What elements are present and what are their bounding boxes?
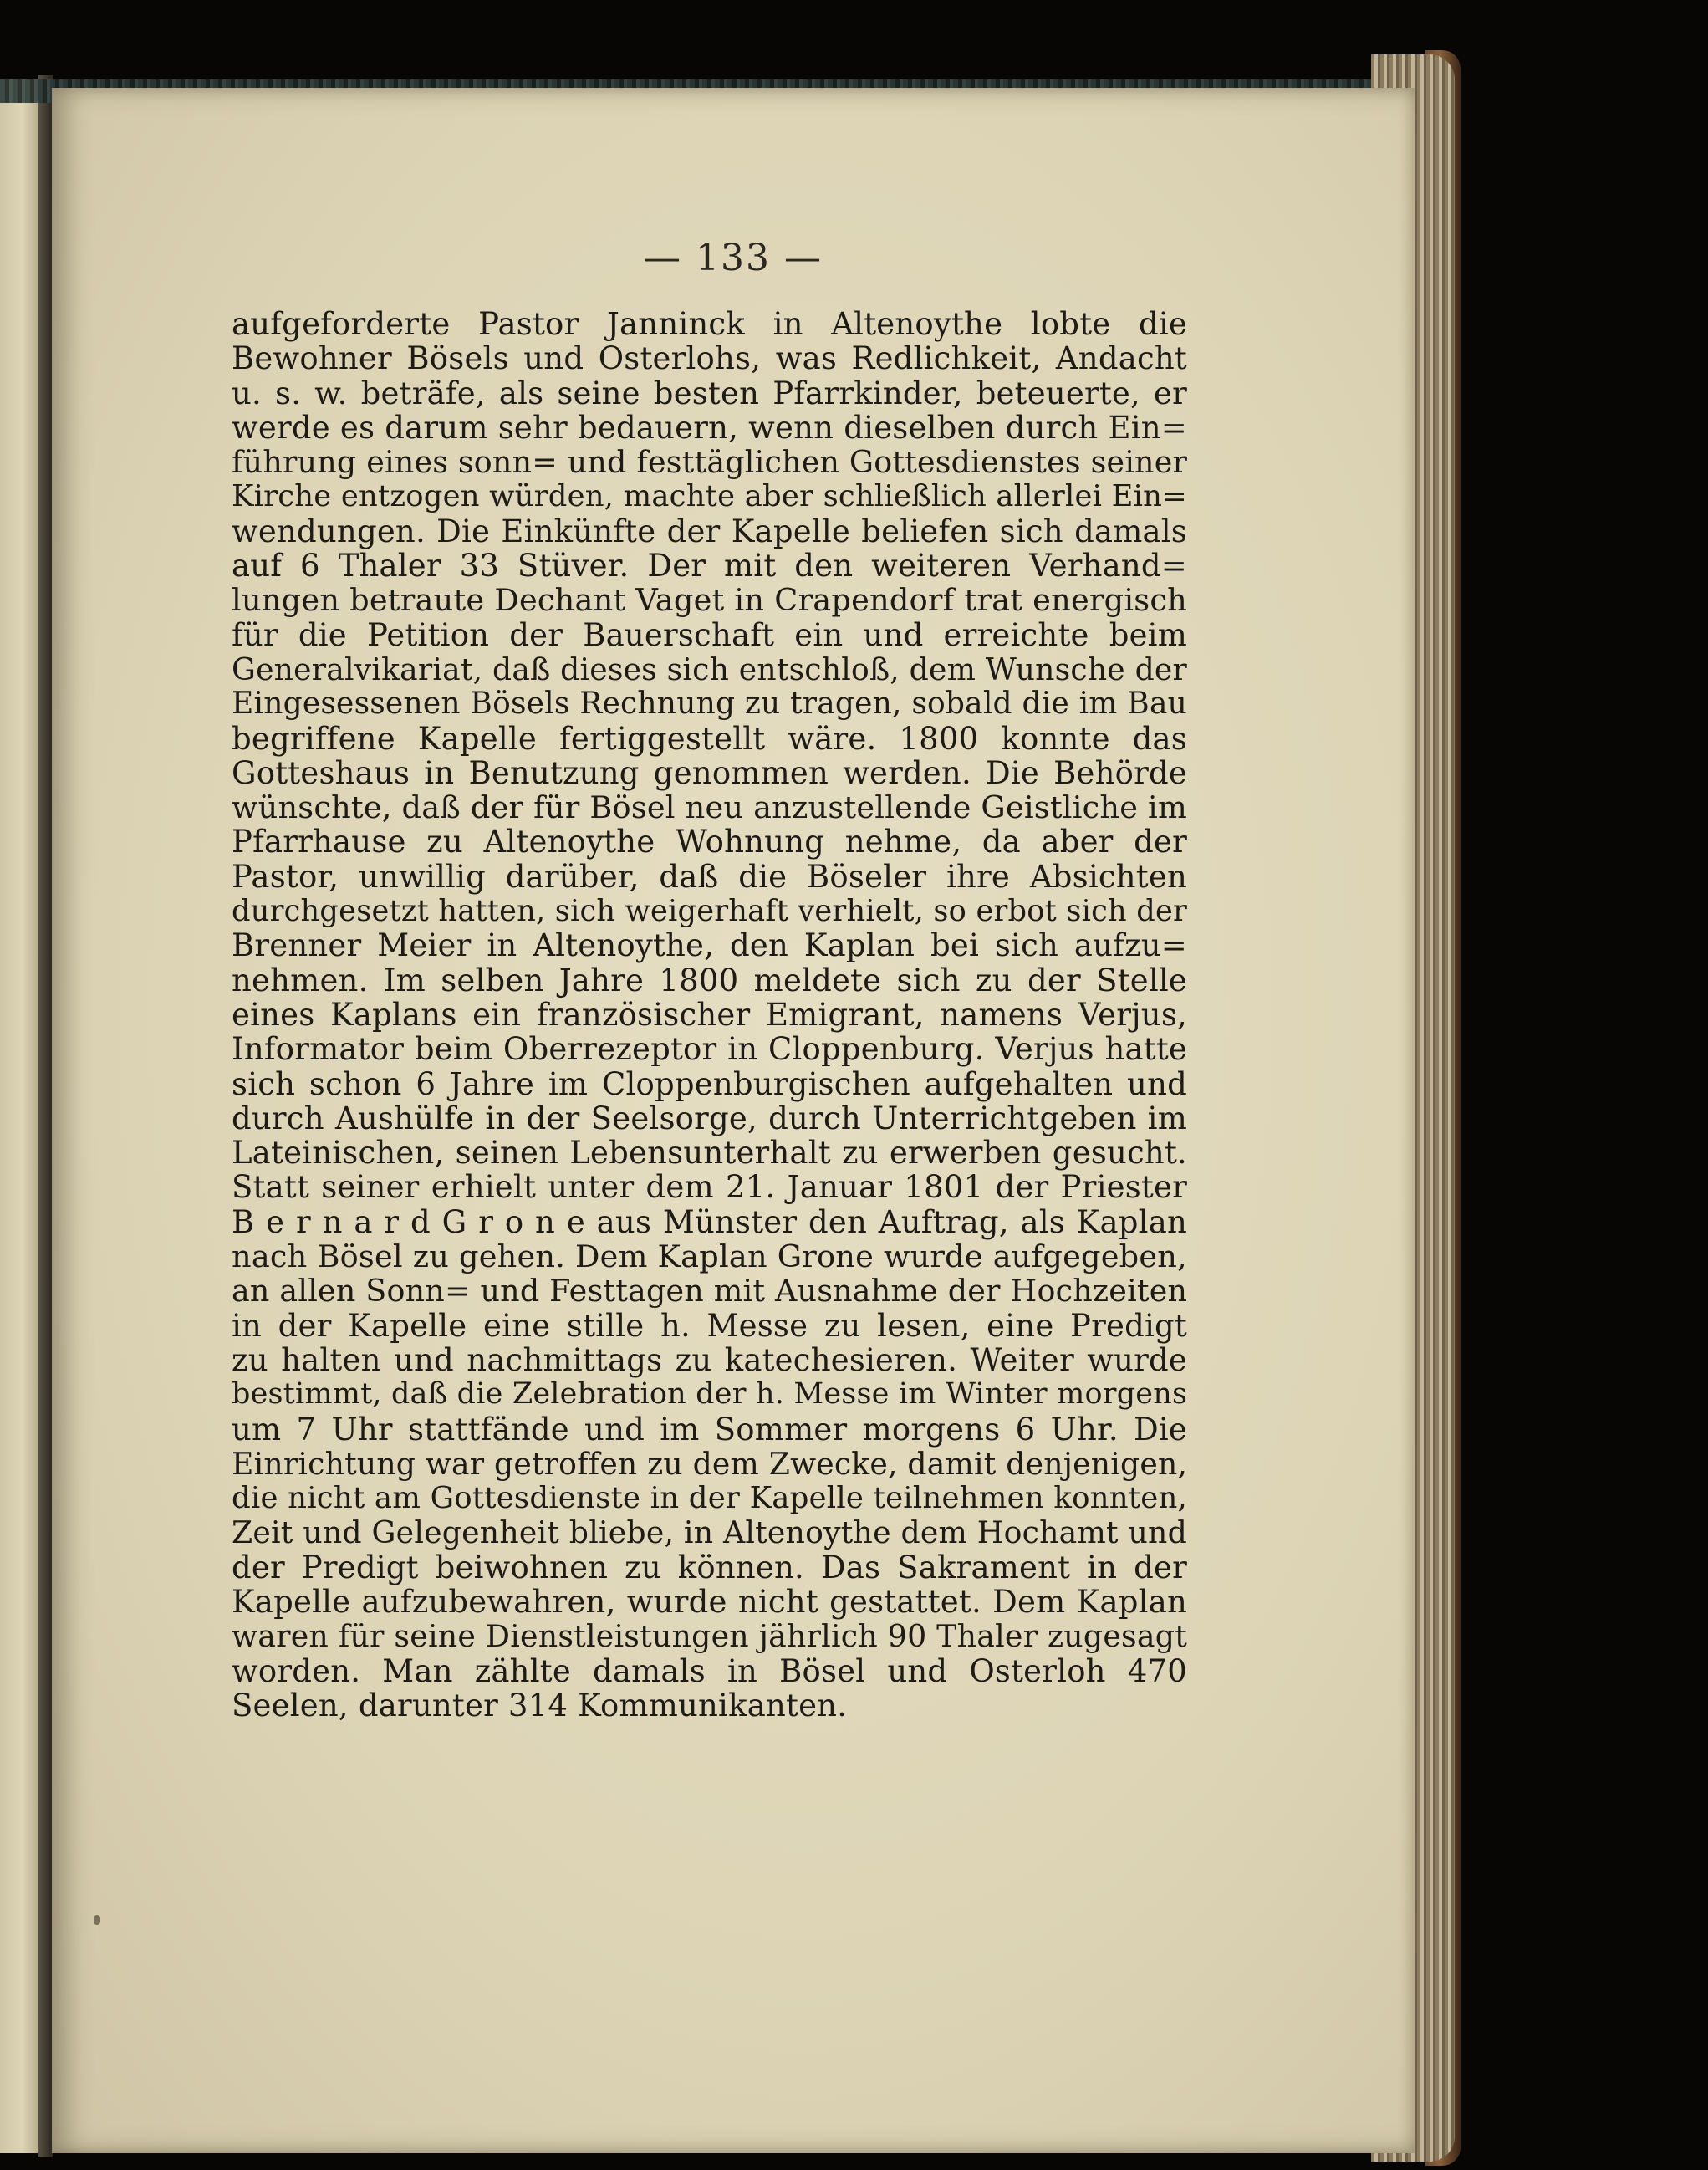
text-line: Statt seiner erhielt unter dem 21. Januar 1801 der Priester: [232, 1169, 1187, 1206]
text-line: Brenner Meier in Altenoythe, den Kaplan bei sich aufzu=: [232, 927, 1187, 964]
text-line: in der Kapelle eine stille h. Messe zu lesen, eine Predigt: [232, 1307, 1187, 1344]
text-line-last: Seelen, darunter 314 Kommunikanten.: [232, 1687, 848, 1723]
text-line: zu halten und nachmittags zu katechesieren. Weiter wurde: [232, 1341, 1187, 1378]
text-line: der Predigt beiwohnen zu können. Das Sakrament in der: [232, 1549, 1187, 1585]
text-line: die nicht am Gottesdienste in der Kapelle teilnehmen konnten,: [232, 1481, 1187, 1516]
text-line: bestimmt, daß die Zelebration der h. Messe im Winter morgens: [232, 1377, 1188, 1412]
left-page-edge: [0, 79, 38, 2153]
text-line: an allen Sonn= und Festtagen mit Ausnahme der Hochzeiten: [232, 1273, 1188, 1310]
text-line: worden. Man zählte damals in Bösel und Osterloh 470: [232, 1652, 1187, 1689]
text-line: sich schon 6 Jahre im Cloppenburgischen aufgehalten und: [232, 1065, 1187, 1102]
text-line: Kirche entzogen würden, machte aber schließlich allerlei Ein=: [232, 479, 1187, 514]
text-line: nehmen. Im selben Jahre 1800 meldete sich zu der Stelle: [232, 962, 1187, 998]
text-line: Kapelle aufzubewahren, wurde nicht gestattet. Dem Kaplan: [232, 1583, 1187, 1620]
text-line: Gotteshaus in Benutzung genommen werden. Die Behörde: [232, 754, 1187, 791]
text-line: für die Petition der Bauerschaft ein und erreichte beim: [232, 616, 1187, 653]
text-line: Bewohner Bösels und Osterlohs, was Redlichkeit, Andacht: [232, 340, 1187, 377]
text-line: eines Kaplans ein französischer Emigrant, namens Verjus,: [232, 996, 1187, 1033]
text-line: durchgesetzt hatten, sich weigerhaft verhielt, so erbot sich der: [232, 894, 1188, 929]
text-line: B e r n a r d G r o n e aus Münster den Auftrag, als Kaplan: [232, 1203, 1187, 1240]
text-line: Eingesessenen Bösels Rechnung zu tragen, sobald die im Bau: [232, 687, 1188, 722]
text-line: Pastor, unwillig darüber, daß die Böseler ihre Absichten: [232, 858, 1187, 895]
text-line: Generalvikariat, daß dieses sich entschloß, dem Wunsche der: [232, 651, 1187, 687]
text-line: wünschte, daß der für Bösel neu anzustellende Geistliche im: [232, 789, 1187, 826]
text-line: nach Bösel zu gehen. Dem Kaplan Grone wurde aufgegeben,: [232, 1238, 1187, 1275]
text-line: begriffene Kapelle fertiggestellt wäre. 1800 konnte das: [232, 720, 1187, 757]
body-text: [232, 307, 1187, 1723]
text-line: werde es darum sehr bedauern, wenn dieselben durch Ein=: [232, 409, 1187, 446]
text-line: wendungen. Die Einkünfte der Kapelle beliefen sich damals: [232, 513, 1187, 549]
text-line: führung eines sonn= und festtäglichen Gottesdienstes seiner: [232, 444, 1188, 481]
page-number-header: — 133 —: [644, 237, 823, 279]
text-line: durch Aushülfe in der Seelsorge, durch Unterrichtgeben im: [232, 1100, 1187, 1136]
page-smudge-mark: [94, 1915, 100, 1925]
text-line: waren für seine Dienstleistungen jährlich 90 Thaler zugesagt: [232, 1618, 1187, 1655]
book-page: [52, 88, 1415, 2153]
text-line: lungen betraute Dechant Vaget in Crapendorf trat energisch: [232, 582, 1187, 619]
text-line: Zeit und Gelegenheit bliebe, in Altenoythe dem Hochamt und: [232, 1514, 1187, 1551]
text-line: u. s. w. beträfe, als seine besten Pfarrkinder, beteuerte, er: [232, 375, 1187, 411]
text-line: auf 6 Thaler 33 Stüver. Der mit den weiteren Verhand=: [232, 548, 1187, 585]
text-line: Einrichtung war getroffen zu dem Zwecke, damit denjenigen,: [232, 1445, 1188, 1482]
text-line: Pfarrhause zu Altenoythe Wohnung nehme, da aber der: [232, 824, 1187, 860]
text-line: aufgeforderte Pastor Janninck in Altenoythe lobte die: [232, 306, 1187, 342]
text-line: um 7 Uhr stattfände und im Sommer morgens 6 Uhr. Die: [232, 1411, 1187, 1448]
book-gutter: [38, 75, 53, 2157]
text-line: Informator beim Oberrezeptor in Cloppenburg. Verjus hatte: [232, 1031, 1187, 1068]
text-line: Lateinischen, seinen Lebensunterhalt zu erwerben gesucht.: [232, 1135, 1187, 1172]
